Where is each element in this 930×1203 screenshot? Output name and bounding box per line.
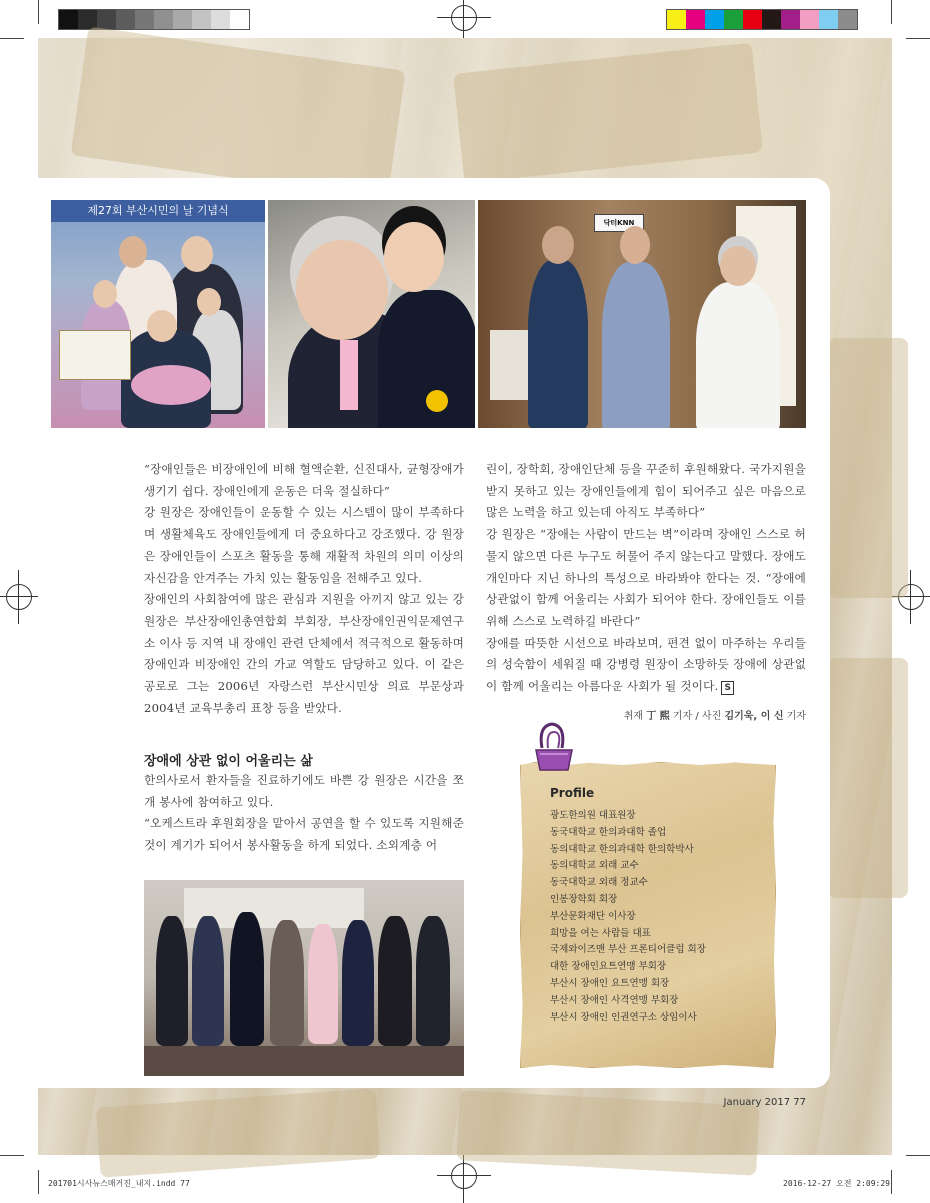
credit-prefix: 취재 <box>623 711 647 722</box>
end-mark-icon: S <box>721 681 734 695</box>
registration-crosshair <box>447 1 481 35</box>
article-paragraph: 강 원장은 “장애는 사람이 만드는 벽”이라며 장애인 스스로 허물지 않으면 다른 누구도 허물어 주지 않는다고 말했다. 장애도 개인마다 지닌 하나의 특성으로 바라봐야 한다는 것. “장애에 상관없이 함께 어울리는 사회가 되어야 한다. 장애인들도 이를 위해 스스로 노력하길 바란다” <box>486 527 806 628</box>
registration-swatch <box>781 10 800 29</box>
binder-clip-icon <box>532 720 576 776</box>
profile-item: 동의대학교 외래 교수 <box>550 860 639 872</box>
crop-mark <box>906 1155 930 1156</box>
registration-swatch <box>230 10 249 29</box>
article-paragraph: “오케스트라 후원회장을 맡아서 공연을 할 수 있도록 지원해준 것이 계기가 되어서 봉사활동을 하게 되었다. 소외계층 어 <box>144 816 464 853</box>
profile-item: 동의대학교 한의과대학 한의학박사 <box>550 843 694 855</box>
color-registration-bar <box>666 9 858 30</box>
registration-swatch <box>667 10 686 29</box>
registration-swatch <box>173 10 192 29</box>
registration-swatch <box>724 10 743 29</box>
registration-swatch <box>192 10 211 29</box>
registration-swatch <box>762 10 781 29</box>
article-paragraph: “장애인들은 비장애인에 비해 혈액순환, 신진대사, 균형장애가 생기기 쉽다. 장애인에게 운동은 더욱 절실하다” <box>144 462 464 498</box>
registration-swatch <box>743 10 762 29</box>
profile-list <box>550 808 706 1026</box>
crop-mark <box>0 1155 24 1156</box>
grayscale-registration-bar <box>58 9 250 30</box>
page-folio: January 2017 77 <box>723 1097 806 1108</box>
registration-swatch <box>819 10 838 29</box>
crop-mark <box>891 1170 892 1194</box>
registration-swatch <box>800 10 819 29</box>
registration-swatch <box>211 10 230 29</box>
photo-two-men-portrait <box>268 200 475 428</box>
article-paragraph-final <box>486 633 806 698</box>
profile-item: 광도한의원 대표원장 <box>550 810 636 821</box>
registration-swatch <box>116 10 135 29</box>
registration-crosshair <box>447 1159 481 1193</box>
photo-banner-text: 제27회 부산시민의 날 기념식 <box>51 200 265 222</box>
registration-swatch <box>135 10 154 29</box>
crop-mark <box>38 0 39 24</box>
article-paragraph: 장애인의 사회참여에 많은 관심과 지원을 아끼지 않고 있는 강 원장은 부산장애인총연합회 부회장, 부산장애인권익문제연구소 이사 등 지역 내 장애인 관련 단체에서 적극적으로 활동하며 장애인과 비장애인 간의 가교 역할도 담당하고 있다. 이 같은 공로로 그는 2006년 자랑스런 부산시민상 의료 부문상과 2004년 교육부총리 표창 등을 받았다. <box>144 592 464 715</box>
article-left-column-lower <box>144 770 464 857</box>
article-paragraph: 린이, 장학회, 장애인단체 등을 꾸준히 후원해왔다. 국가지원을 받지 못하고 있는 장애인들에게 힘이 되어주고 싶은 마음으로 많은 노력을 하고 있는데 아직도 부족하다” <box>486 462 806 520</box>
photo-three-men-clinic: 닥터KNN <box>478 200 806 428</box>
article-paragraph: 강 원장은 장애인들이 운동할 수 있는 시스템이 많이 부족하다며 생활체육도 장애인들에게 더 중요하다고 강조했다. 강 원장은 장애인들이 스포츠 활동을 통해 재활적 차원의 의미 이상의 자신감을 안겨주는 가치 있는 활동임을 전해주고 있다. <box>144 505 464 585</box>
article-left-column <box>144 459 464 719</box>
crop-mark <box>906 38 930 39</box>
crop-mark <box>891 0 892 24</box>
print-slug-timestamp: 2016-12-27 오전 2:09:29 <box>783 1179 890 1188</box>
profile-title: Profile <box>550 786 595 800</box>
crop-mark <box>0 38 24 39</box>
photo-award-ceremony-family <box>51 200 265 428</box>
credit-middle: 기자 / 사진 <box>669 711 725 722</box>
section-heading: 장애에 상관 없이 어울리는 삶 <box>144 754 313 769</box>
registration-swatch <box>97 10 116 29</box>
profile-item: 부산시 장애인 인권연구소 상임이사 <box>550 1011 697 1023</box>
print-slug-file: 201701시사뉴스매거진_내지.indd 77 <box>48 1179 190 1188</box>
profile-item: 국제와이즈맨 부산 프론티어클럽 회장 <box>550 944 706 956</box>
article-paragraph: 한의사로서 환자들을 진료하기에도 바쁜 강 원장은 시간을 쪼개 봉사에 참여하고 있다. <box>144 773 464 809</box>
registration-swatch <box>154 10 173 29</box>
registration-swatch <box>705 10 724 29</box>
registration-crosshair <box>2 580 36 614</box>
profile-item: 대한 장애인요트연맹 부회장 <box>550 961 667 973</box>
profile-item: 부산시 장애인 사격연맹 부회장 <box>550 994 679 1006</box>
credit-photographers: 김기욱, 이 신 <box>724 711 784 722</box>
profile-item: 동국대학교 외래 정교수 <box>550 877 648 889</box>
crop-mark <box>38 1170 39 1194</box>
article-right-column <box>486 459 806 698</box>
photo-group-event <box>144 880 464 1076</box>
profile-item: 부산시 장애인 요트연맹 회장 <box>550 977 670 989</box>
registration-swatch <box>686 10 705 29</box>
credit-reporter: 丁 熙 <box>646 711 670 722</box>
profile-item: 희망을 여는 사람들 대표 <box>550 927 651 939</box>
registration-swatch <box>59 10 78 29</box>
profile-item: 인봉장학회 회장 <box>550 893 618 905</box>
article-paragraph-text: 장애를 따뜻한 시선으로 바라보며, 편견 없이 마주하는 우리들의 성숙함이 세워질 때 강병령 원장이 소망하듯 장애에 상관없이 함께 어울리는 아름다운 사회가 될 것이다. <box>486 635 806 694</box>
profile-item: 동국대학교 한의과대학 졸업 <box>550 826 667 838</box>
credit-suffix: 기자 <box>783 711 806 722</box>
registration-swatch <box>838 10 857 29</box>
profile-item: 부산문화재단 이사장 <box>550 910 636 922</box>
registration-swatch <box>78 10 97 29</box>
